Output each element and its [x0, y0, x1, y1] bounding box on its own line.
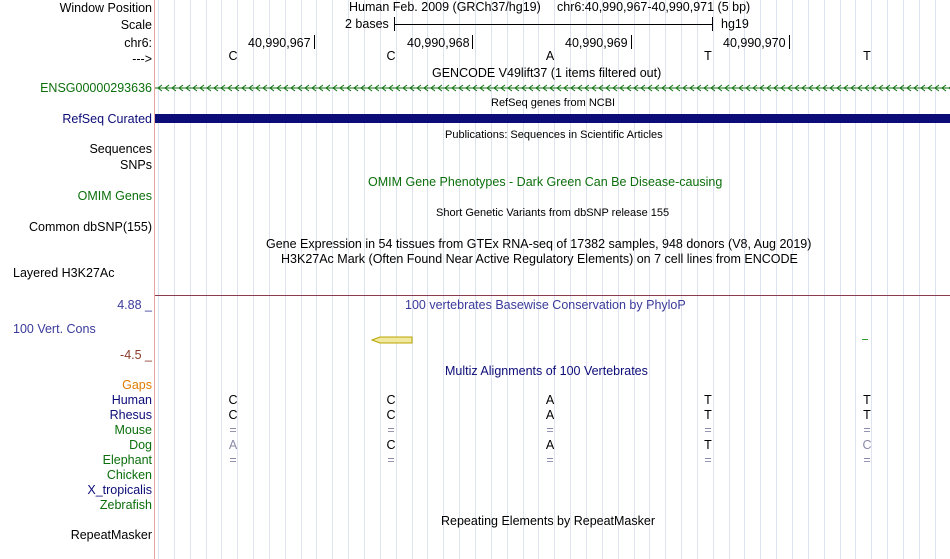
- label-strand[interactable]: --->: [132, 52, 152, 66]
- aln-elephant-4: =: [704, 453, 712, 467]
- aln-rhesus-5: T: [863, 408, 871, 422]
- label-species-mouse: Mouse: [114, 423, 152, 437]
- dbsnp-track-title[interactable]: Short Genetic Variants from dbSNP release 155: [436, 207, 670, 219]
- track-area[interactable]: [155, 0, 950, 559]
- label-cons-max: 4.88 _: [117, 298, 152, 312]
- label-gaps: Gaps: [122, 378, 152, 392]
- aln-human-1: C: [228, 393, 238, 407]
- gencode-track-title[interactable]: GENCODE V49lift37 (1 items filtered out): [432, 66, 662, 80]
- base-5: T: [863, 49, 871, 63]
- aln-rhesus-2: C: [386, 408, 396, 422]
- coord-tick-4: [789, 35, 790, 49]
- aln-mouse-4: =: [704, 423, 712, 437]
- label-window-position: Window Position: [59, 1, 152, 15]
- publications-track-title[interactable]: Publications: Sequences in Scientific Articles: [445, 129, 663, 141]
- coord-tick-1: [314, 35, 315, 49]
- scale-right-tick: [712, 17, 713, 31]
- base-2: C: [386, 49, 396, 63]
- base-1: C: [228, 49, 238, 63]
- phylop-arrow-icon: [370, 336, 414, 344]
- base-4: T: [704, 49, 712, 63]
- label-scale: Scale: [120, 18, 152, 32]
- coord-2: 40,990,968: [407, 36, 470, 50]
- aln-dog-5: C: [862, 438, 872, 452]
- coord-3: 40,990,969: [565, 36, 628, 50]
- label-repeatmasker[interactable]: RepeatMasker: [70, 528, 152, 542]
- label-sequences[interactable]: Sequences: [89, 142, 152, 156]
- label-species-rhesus: Rhesus: [109, 408, 152, 422]
- label-common-dbsnp[interactable]: Common dbSNP(155): [29, 220, 152, 234]
- aln-elephant-1: =: [229, 453, 237, 467]
- track-labels: [0, 0, 154, 559]
- aln-elephant-2: =: [387, 453, 395, 467]
- aln-human-5: T: [863, 393, 871, 407]
- gencode-gene-line[interactable]: [155, 82, 950, 94]
- aln-mouse-3: =: [546, 423, 554, 437]
- label-species-human: Human: [111, 393, 152, 407]
- gtex-track-title[interactable]: Gene Expression in 54 tissues from GTEx RNA-seq of 17382 samples, 948 donors (V8, Aug 2019): [266, 237, 812, 251]
- scale-db: hg19: [721, 17, 749, 31]
- label-cons-min: -4.5 _: [120, 348, 152, 362]
- aln-human-4: T: [704, 393, 712, 407]
- coord-1: 40,990,967: [248, 36, 311, 50]
- aln-mouse-5: =: [863, 423, 871, 437]
- label-species-chicken: Chicken: [106, 468, 152, 482]
- repeatmasker-track-title[interactable]: Repeating Elements by RepeatMasker: [441, 514, 656, 528]
- label-snps[interactable]: SNPs: [120, 158, 152, 172]
- aln-human-2: C: [386, 393, 396, 407]
- refseq-gene-bar[interactable]: [155, 114, 950, 123]
- phylop-small-mark: [862, 339, 868, 340]
- label-species-elephant: Elephant: [102, 453, 152, 467]
- aln-rhesus-1: C: [228, 408, 238, 422]
- aln-mouse-2: =: [387, 423, 395, 437]
- aln-dog-2: C: [386, 438, 396, 452]
- multiz-track-title[interactable]: Multiz Alignments of 100 Vertebrates: [445, 364, 648, 378]
- aln-elephant-5: =: [863, 453, 871, 467]
- aln-dog-1: A: [228, 438, 238, 452]
- base-3: A: [545, 49, 555, 63]
- label-species-xtropicalis: X_tropicalis: [87, 483, 152, 497]
- h3k27ac-signal-line: [155, 295, 950, 296]
- aln-elephant-3: =: [546, 453, 554, 467]
- scale-text: 2 bases: [345, 17, 389, 31]
- coord-4: 40,990,970: [723, 36, 786, 50]
- label-layered-h3k27ac[interactable]: Layered H3K27Ac: [13, 266, 115, 280]
- refseq-track-title[interactable]: RefSeq genes from NCBI: [491, 97, 616, 109]
- label-species-dog: Dog: [129, 438, 152, 452]
- aln-rhesus-3: A: [545, 408, 555, 422]
- label-100-vert-cons[interactable]: 100 Vert. Cons: [13, 322, 96, 336]
- assembly-title: Human Feb. 2009 (GRCh37/hg19): [349, 0, 541, 14]
- aln-dog-3: A: [545, 438, 555, 452]
- position-range: chr6:40,990,967-40,990,971 (5 bp): [557, 0, 751, 14]
- aln-mouse-1: =: [229, 423, 237, 437]
- label-gencode-gene[interactable]: ENSG00000293636: [40, 81, 152, 95]
- label-omim-genes[interactable]: OMIM Genes: [77, 189, 152, 203]
- h3k27ac-track-title[interactable]: H3K27Ac Mark (Often Found Near Active Regulatory Elements) on 7 cell lines from ENCODE: [281, 252, 798, 266]
- coord-tick-3: [631, 35, 632, 49]
- aln-rhesus-4: T: [704, 408, 712, 422]
- coord-tick-2: [472, 35, 473, 49]
- phylop-track-title[interactable]: 100 vertebrates Basewise Conservation by PhyloP: [405, 298, 686, 312]
- aln-dog-4: T: [704, 438, 712, 452]
- aln-human-3: A: [545, 393, 555, 407]
- label-chrom: chr6:: [124, 36, 152, 50]
- scale-line: [394, 24, 712, 25]
- label-refseq-curated[interactable]: RefSeq Curated: [62, 112, 152, 126]
- label-species-zebrafish: Zebrafish: [99, 498, 152, 512]
- omim-track-title[interactable]: OMIM Gene Phenotypes - Dark Green Can Be Disease-causing: [368, 175, 723, 189]
